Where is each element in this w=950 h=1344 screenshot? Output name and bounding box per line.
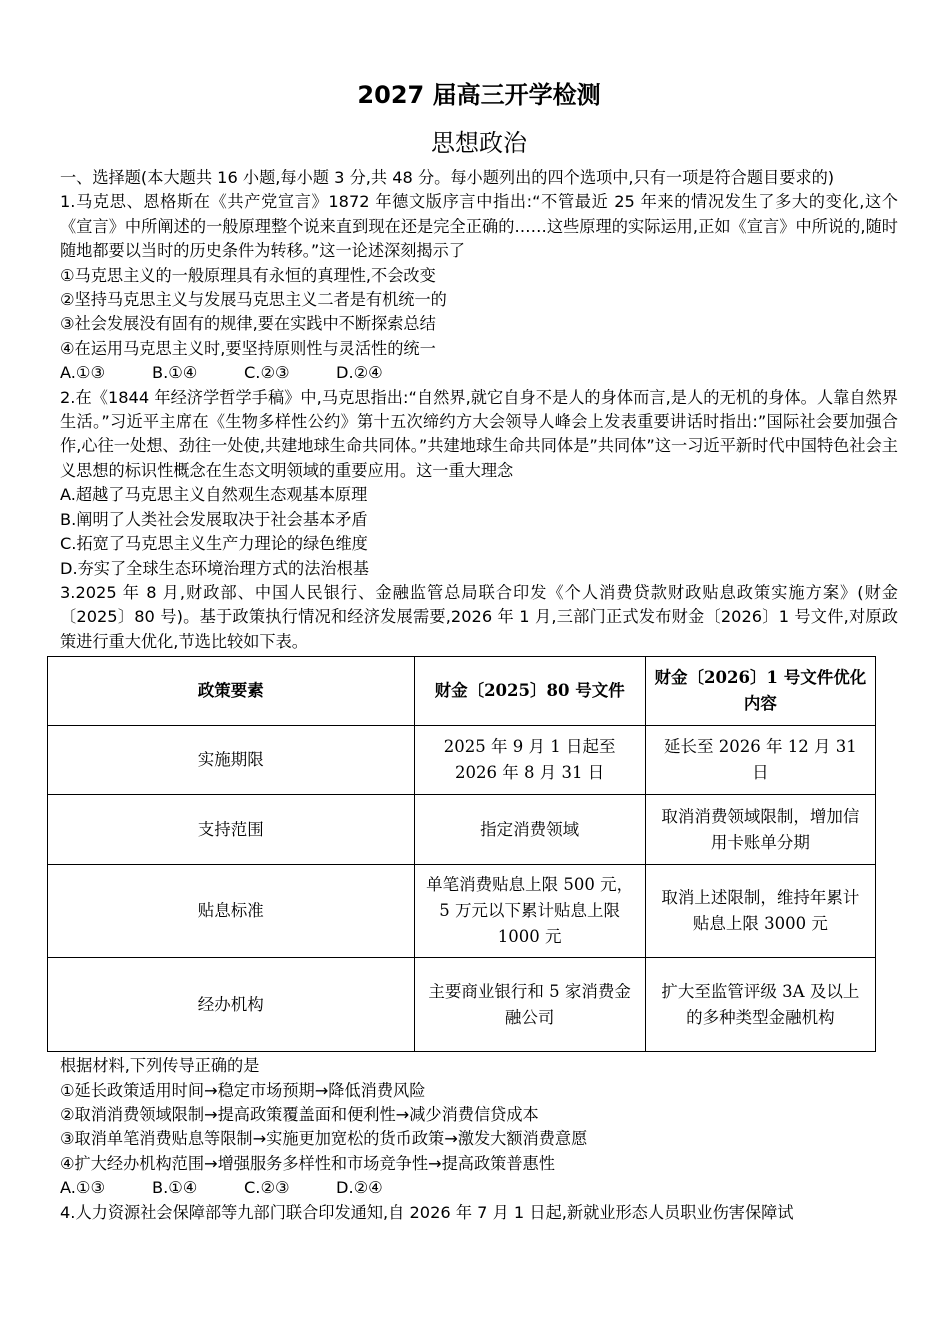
table-header-cell: 政策要素 bbox=[48, 657, 415, 726]
q2-option-d: D.夯实了全球生态环境治理方式的法治根基 bbox=[60, 558, 369, 578]
table-row bbox=[48, 958, 876, 1052]
q1-option-a: A.①③ bbox=[60, 363, 105, 383]
q3-option-a: A.①③ bbox=[60, 1178, 105, 1198]
table-cell: 经办机构 bbox=[48, 958, 415, 1052]
exam-page bbox=[60, 78, 898, 1225]
q2-option-a: A.超越了马克思主义自然观生态观基本原理 bbox=[60, 485, 368, 505]
section-heading: 一、选择题(本大题共 16 小题,每小题 3 分,共 48 分。每小题列出的四个选项中,只有一项是符合题目要求的) bbox=[60, 168, 835, 187]
table-row bbox=[48, 795, 876, 865]
table-header-row bbox=[48, 657, 876, 726]
table-row bbox=[48, 726, 876, 795]
q3-item-4: ④扩大经办机构范围→增强服务多样性和市场竞争性→提高政策普惠性 bbox=[60, 1153, 555, 1173]
table-cell: 取消消费领域限制，增加信用卡账单分期 bbox=[645, 795, 875, 865]
q1-options bbox=[60, 361, 898, 385]
table-cell: 扩大至监管评级 3A 及以上的多种类型金融机构 bbox=[645, 958, 875, 1052]
q1-option-c: C.②③ bbox=[244, 363, 290, 383]
q1-item-2: ②坚持马克思主义与发展马克思主义二者是有机统一的 bbox=[60, 290, 447, 310]
table-cell: 主要商业银行和 5 家消费金融公司 bbox=[414, 958, 645, 1052]
table-cell: 贴息标准 bbox=[48, 865, 415, 958]
q1-option-b: B.①④ bbox=[152, 363, 198, 383]
subject-title: 思想政治 bbox=[431, 129, 527, 157]
table-cell: 实施期限 bbox=[48, 726, 415, 795]
question-4-stem: 4.人力资源社会保障部等九部门联合印发通知,自 2026 年 7 月 1 日起,新就业形态人员职业伤害保障试 bbox=[60, 1202, 794, 1222]
table-header-cell: 财金〔2025〕80 号文件 bbox=[414, 657, 645, 726]
q1-option-d: D.②④ bbox=[336, 363, 383, 383]
q1-item-4: ④在运用马克思主义时,要坚持原则性与灵活性的统一 bbox=[60, 338, 436, 358]
q3-options bbox=[60, 1176, 898, 1200]
policy-comparison-table bbox=[47, 656, 876, 1052]
q1-item-1: ①马克思主义的一般原理具有永恒的真理性,不会改变 bbox=[60, 265, 436, 285]
q3-item-3: ③取消单笔消费贴息等限制→实施更加宽松的货币政策→激发大额消费意愿 bbox=[60, 1129, 588, 1149]
table-cell: 支持范围 bbox=[48, 795, 415, 865]
exam-title: 2027 届高三开学检测 bbox=[357, 81, 601, 109]
table-cell: 2025 年 9 月 1 日起至 2026 年 8 月 31 日 bbox=[414, 726, 645, 795]
q3-prompt: 根据材料,下列传导正确的是 bbox=[60, 1056, 260, 1076]
question-1-stem: 1.马克思、恩格斯在《共产党宣言》1872 年德文版序言中指出:“不管最近 25 年来的情况发生了多大的变化,这个《宣言》中所阐述的一般原理整个说来直到现在还是完全正确的……这些原理的实际运用,正如《宣言》中所说的,随时随地都要以当时的历史条件为转移。”这一论述深刻揭示了 bbox=[60, 192, 898, 261]
question-2-stem: 2.在《1844 年经济学哲学手稿》中,马克思指出:“自然界,就它自身不是人的身体而言,是人的无机的身体。人靠自然界生活。”习近平主席在《生物多样性公约》第十五次缔约方大会领导人峰会上发表重要讲话时指出:”国际社会要加强合作,心往一处想、劲往一处使,共建地球生命共同体。”共建地球生命共同体是”共同体”这一习近平新时代中国特色社会主义思想的标识性概念在生态文明领域的重要应用。这一重大理念 bbox=[60, 387, 898, 480]
table-cell: 指定消费领域 bbox=[414, 795, 645, 865]
q1-item-3: ③社会发展没有固有的规律,要在实践中不断探索总结 bbox=[60, 314, 436, 334]
table-cell: 取消上述限制，维持年累计贴息上限 3000 元 bbox=[645, 865, 875, 958]
q3-option-d: D.②④ bbox=[336, 1178, 383, 1198]
q3-item-1: ①延长政策适用时间→稳定市场预期→降低消费风险 bbox=[60, 1080, 426, 1100]
question-3-stem: 3.2025 年 8 月,财政部、中国人民银行、金融监管总局联合印发《个人消费贷款财政贴息政策实施方案》(财金〔2025〕80 号)。基于政策执行情况和经济发展需要,2026 年 1 月,三部门正式发布财金〔2026〕1 号文件,对原政策进行重大优化,节选比较如下表。 bbox=[60, 582, 898, 651]
q3-item-2: ②取消消费领域限制→提高政策覆盖面和便利性→减少消费信贷成本 bbox=[60, 1104, 539, 1124]
table-cell: 延长至 2026 年 12 月 31 日 bbox=[645, 726, 875, 795]
table-cell: 单笔消费贴息上限 500 元，5 万元以下累计贴息上限 1000 元 bbox=[414, 865, 645, 958]
q2-option-c: C.拓宽了马克思主义生产力理论的绿色维度 bbox=[60, 534, 368, 554]
table-row bbox=[48, 865, 876, 958]
table-header-cell: 财金〔2026〕1 号文件优化内容 bbox=[645, 657, 875, 726]
q3-option-b: B.①④ bbox=[152, 1178, 198, 1198]
q3-option-c: C.②③ bbox=[244, 1178, 290, 1198]
q2-option-b: B.阐明了人类社会发展取决于社会基本矛盾 bbox=[60, 509, 368, 529]
